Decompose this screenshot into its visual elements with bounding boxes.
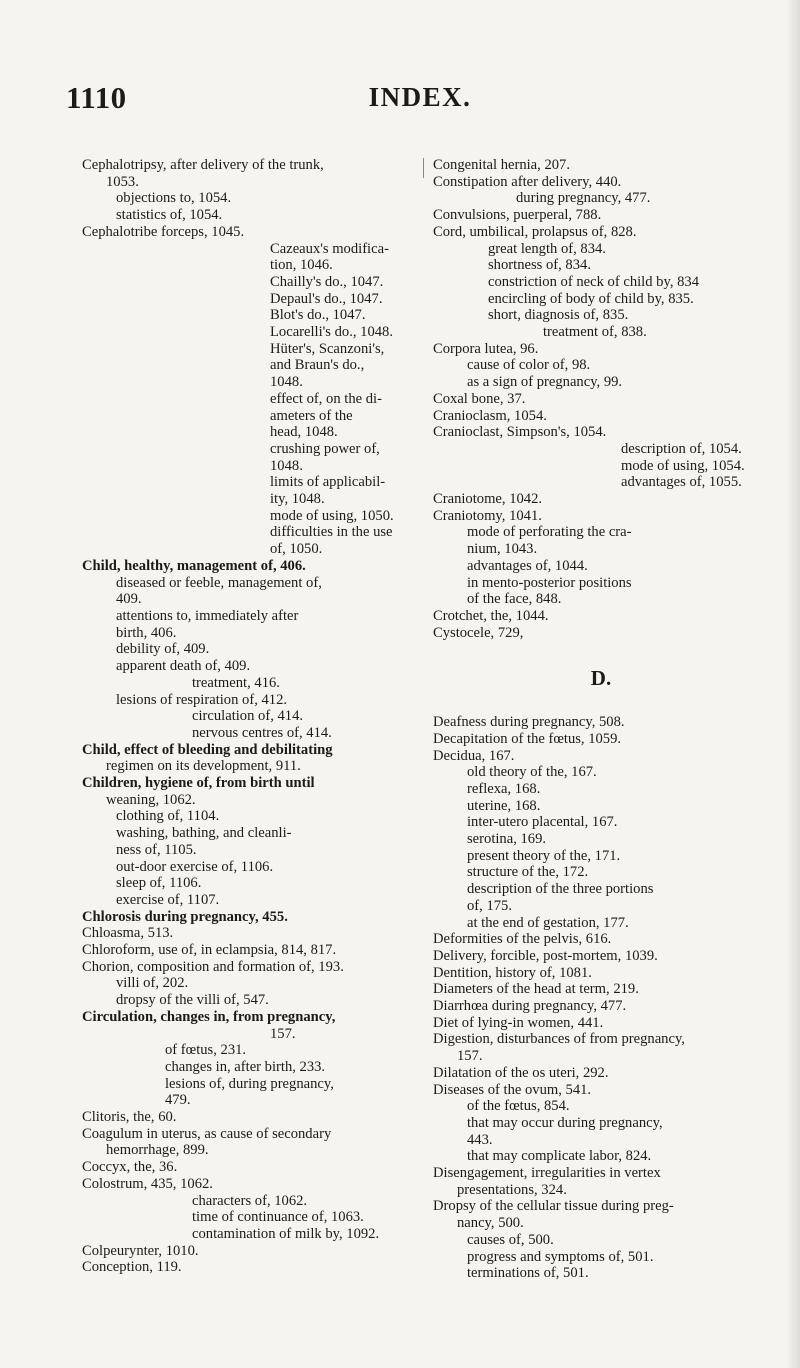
index-entry: structure of the, 172.	[467, 864, 589, 881]
index-entry: regimen on its development, 911.	[106, 758, 301, 775]
index-entry: Decidua, 167.	[433, 747, 515, 764]
index-entry: and Braun's do.,	[270, 357, 365, 374]
index-entry: Conception, 119.	[82, 1259, 182, 1276]
index-entry: contamination of milk by, 1092.	[192, 1226, 380, 1242]
right-column-d-entries	[433, 714, 769, 1282]
index-entry: Corpora lutea, 96.	[433, 340, 539, 357]
index-entry: Chorion, composition and formation of, 193.	[82, 958, 344, 975]
index-entry: old theory of the, 167.	[467, 764, 597, 781]
index-entry: mode of using, 1050.	[270, 507, 394, 524]
page-edge-shadow	[786, 0, 800, 1368]
index-entry: Disengagement, irregularities in vertex	[433, 1165, 661, 1182]
index-entry: shortness of, 834.	[488, 257, 591, 274]
index-entry: Blot's do., 1047.	[270, 307, 366, 324]
index-entry: in mento-posterior positions	[467, 574, 632, 591]
index-entry: Congenital hernia, 207.	[433, 157, 570, 173]
index-entry: hemorrhage, 899.	[106, 1142, 209, 1159]
index-entry: 409.	[116, 591, 142, 608]
index-entry: dropsy of the villi of, 547.	[116, 992, 269, 1009]
index-entry: weaning, 1062.	[106, 791, 196, 808]
index-entry: Constipation after delivery, 440.	[433, 173, 622, 190]
index-entry: encircling of body of child by, 835.	[488, 290, 694, 307]
index-entry: cause of color of, 98.	[467, 357, 591, 374]
index-entry: Hüter's, Scanzoni's,	[270, 340, 385, 357]
index-entry: of, 1050.	[270, 541, 323, 558]
section-letter: D.	[590, 666, 612, 691]
index-entry: nancy, 500.	[457, 1215, 524, 1232]
index-entry: characters of, 1062.	[192, 1192, 308, 1209]
index-entry: description of the three portions	[467, 881, 654, 898]
index-entry: birth, 406.	[116, 624, 177, 641]
index-entry: Cranioclasm, 1054.	[433, 407, 547, 424]
index-entry: advantages of, 1044.	[467, 557, 588, 574]
index-entry: 157.	[457, 1048, 483, 1065]
index-entry: Colpeurynter, 1010.	[82, 1242, 199, 1259]
index-entry: Child, healthy, management of, 406.	[82, 557, 306, 574]
index-entry: Convulsions, puerperal, 788.	[433, 207, 602, 224]
page-number: 1110	[66, 80, 127, 115]
index-entry: crushing power of,	[270, 440, 380, 457]
index-entry: villi of, 202.	[116, 975, 189, 992]
index-entry: Cord, umbilical, prolapsus of, 828.	[433, 223, 637, 240]
index-entry: Craniotomy, 1041.	[433, 507, 542, 524]
index-entry: mode of using, 1054.	[621, 457, 745, 474]
index-entry: Cazeaux's modifica-	[270, 240, 389, 257]
index-entry: uterine, 168.	[467, 797, 541, 814]
index-entry: Colostrum, 435, 1062.	[82, 1175, 213, 1192]
index-entry: 479.	[165, 1092, 191, 1109]
index-entry: Coxal bone, 37.	[433, 390, 526, 407]
index-entry: during pregnancy, 477.	[516, 190, 651, 207]
index-entry: diseased or feeble, management of,	[116, 574, 322, 591]
index-entry: exercise of, 1107.	[116, 891, 220, 908]
index-entry: 443.	[467, 1131, 493, 1148]
index-entry: progress and symptoms of, 501.	[467, 1248, 654, 1265]
index-entry: Diseases of the ovum, 541.	[433, 1081, 592, 1098]
index-entry: time of continuance of, 1063.	[192, 1209, 364, 1226]
index-entry: Diet of lying-in women, 441.	[433, 1014, 604, 1031]
index-entry: Coccyx, the, 36.	[82, 1159, 178, 1176]
index-entry: ameters of the	[270, 407, 353, 424]
index-entry: Circulation, changes in, from pregnancy,	[82, 1008, 336, 1025]
index-entry: Craniotome, 1042.	[433, 491, 543, 508]
index-entry: present theory of the, 171.	[467, 847, 621, 864]
index-entry: limits of applicabil-	[270, 474, 386, 491]
index-entry: inter-utero placental, 167.	[467, 814, 618, 831]
index-entry: Chloasma, 513.	[82, 925, 174, 942]
index-entry: Diameters of the head at term, 219.	[433, 981, 639, 998]
index-entry: nium, 1043.	[467, 541, 538, 558]
index-entry: 157.	[270, 1025, 296, 1042]
index-entry: mode of perforating the cra-	[467, 524, 632, 541]
index-entry: reflexa, 168.	[467, 780, 541, 797]
index-entry: Depaul's do., 1047.	[270, 290, 383, 307]
index-entry: lesions of respiration of, 412.	[116, 691, 288, 708]
index-entry: 1048.	[270, 374, 303, 391]
index-entry: treatment of, 838.	[543, 324, 647, 341]
index-entry: 1053.	[106, 173, 139, 190]
index-entry: great length of, 834.	[488, 240, 606, 257]
index-entry: Cranioclast, Simpson's, 1054.	[433, 424, 607, 441]
index-entry: Chailly's do., 1047.	[270, 273, 384, 290]
index-entry: advantages of, 1055.	[621, 474, 742, 491]
index-entry: constriction of neck of child by, 834	[488, 273, 700, 290]
index-entry: effect of, on the di-	[270, 390, 382, 407]
index-entry: at the end of gestation, 177.	[467, 914, 629, 931]
index-entry: Diarrhœa during pregnancy, 477.	[433, 998, 627, 1015]
index-entry: description of, 1054.	[621, 440, 742, 457]
index-entry: Clitoris, the, 60.	[82, 1109, 177, 1126]
index-entry: head, 1048.	[270, 424, 338, 441]
index-entry: changes in, after birth, 233.	[165, 1058, 326, 1075]
index-entry: tion, 1046.	[270, 257, 333, 274]
index-entry: of the fœtus, 854.	[467, 1098, 570, 1115]
page-header	[0, 80, 800, 120]
index-entry: Cephalotribe forceps, 1045.	[82, 223, 245, 240]
index-entry: nervous centres of, 414.	[192, 724, 332, 741]
index-entry: Children, hygiene of, from birth until	[82, 775, 315, 792]
index-entry: as a sign of pregnancy, 99.	[467, 374, 623, 391]
index-entry: ness of, 1105.	[116, 841, 197, 858]
index-entry: Deformities of the pelvis, 616.	[433, 931, 612, 948]
index-entry: Decapitation of the fœtus, 1059.	[433, 730, 622, 747]
index-entry: Child, effect of bleeding and debilitating	[82, 741, 333, 758]
index-entry: circulation of, 414.	[192, 708, 304, 725]
index-entry: terminations of, 501.	[467, 1265, 589, 1282]
index-entry: treatment, 416.	[192, 674, 280, 691]
right-column-c-entries	[433, 157, 769, 641]
index-entry: difficulties in the use	[270, 524, 393, 541]
index-entry: sleep of, 1106.	[116, 875, 202, 892]
index-entry: Cephalotripsy, after delivery of the trunk,	[82, 157, 324, 173]
index-entry: Digestion, disturbances of from pregnancy,	[433, 1031, 685, 1048]
index-entry: short, diagnosis of, 835.	[488, 307, 629, 324]
index-entry: debility of, 409.	[116, 641, 210, 658]
index-entry: that may complicate labor, 824.	[467, 1148, 652, 1165]
index-entry: ity, 1048.	[270, 491, 325, 508]
index-entry: that may occur during pregnancy,	[467, 1114, 663, 1131]
index-entry: presentations, 324.	[457, 1181, 567, 1198]
index-entry: of fœtus, 231.	[165, 1042, 247, 1059]
index-entry: attentions to, immediately after	[116, 607, 299, 624]
index-entry: apparent death of, 409.	[116, 658, 251, 675]
right-column	[433, 157, 769, 1282]
index-entry: Chlorosis during pregnancy, 455.	[82, 908, 288, 925]
index-entry: Coagulum in uterus, as cause of secondary	[82, 1125, 332, 1142]
running-head: INDEX.	[368, 82, 472, 112]
index-entry: of, 175.	[467, 897, 512, 914]
index-entry: Locarelli's do., 1048.	[270, 324, 393, 341]
index-entry: 1048.	[270, 457, 303, 474]
index-entry: washing, bathing, and cleanli-	[116, 825, 292, 842]
index-entry: statistics of, 1054.	[116, 207, 223, 224]
index-entry: Dentition, history of, 1081.	[433, 964, 592, 981]
index-entry: out-door exercise of, 1106.	[116, 858, 274, 875]
index-entry: lesions of, during pregnancy,	[165, 1075, 334, 1092]
index-entry: Delivery, forcible, post-mortem, 1039.	[433, 947, 658, 964]
index-entry: clothing of, 1104.	[116, 808, 220, 825]
index-entry: serotina, 169.	[467, 831, 547, 848]
left-column	[82, 157, 427, 1276]
index-entry: Crotchet, the, 1044.	[433, 607, 549, 624]
index-entry: causes of, 500.	[467, 1231, 554, 1248]
index-entry: of the face, 848.	[467, 591, 562, 608]
index-entry: Dilatation of the os uteri, 292.	[433, 1064, 609, 1081]
index-entry: Chloroform, use of, in eclampsia, 814, 817.	[82, 942, 337, 959]
index-entry: Dropsy of the cellular tissue during preg-	[433, 1198, 674, 1215]
index-entry: objections to, 1054.	[116, 190, 232, 207]
index-entry: Deafness during pregnancy, 508.	[433, 714, 625, 731]
index-entry: Cystocele, 729,	[433, 624, 524, 641]
